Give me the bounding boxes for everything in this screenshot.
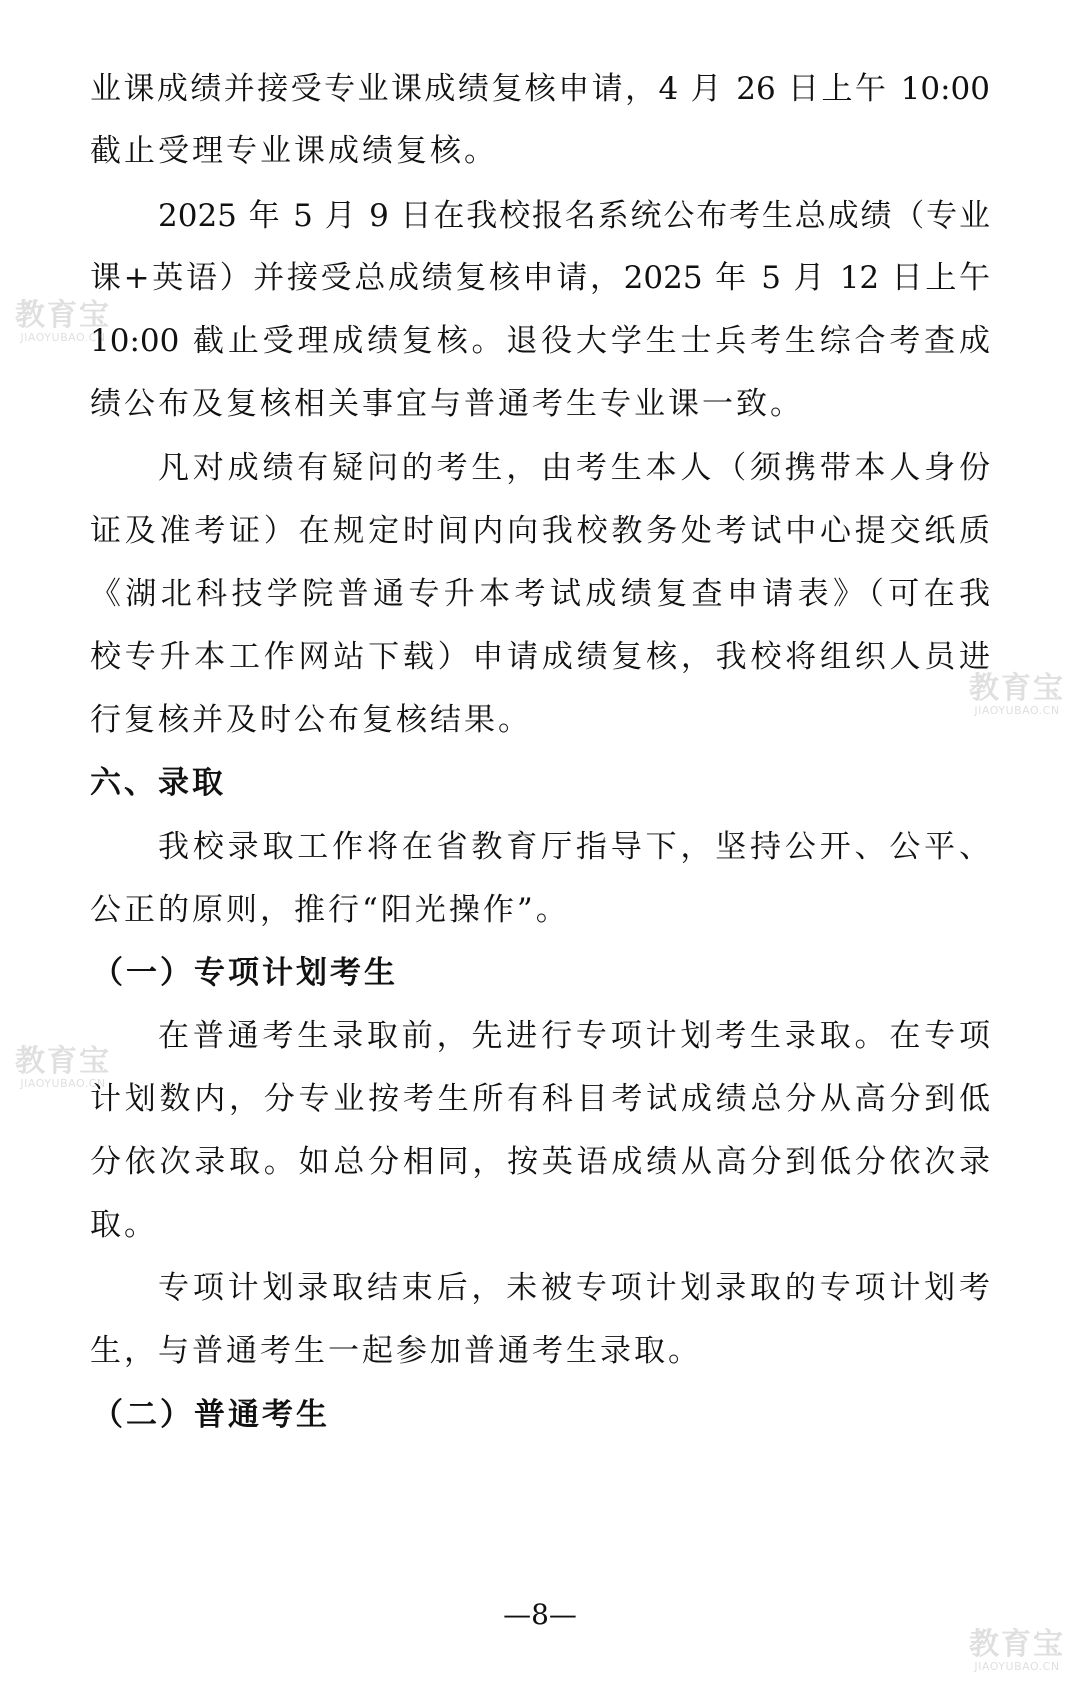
paragraph-line: 计划数内，分专业按考生所有科目考试成绩总分从高分到低 <box>90 1081 990 1117</box>
paragraph-line: 证及准考证）在规定时间内向我校教务处考试中心提交纸质 <box>90 513 990 549</box>
paragraph-line: 截止受理专业课成绩复核。 <box>90 133 498 169</box>
paragraph-line: 行复核并及时公布复核结果。 <box>90 702 532 738</box>
paragraph-line: 凡对成绩有疑问的考生，由考生本人（须携带本人身份 <box>158 450 990 486</box>
watermark-logo: 教育宝 JIAOYUBAO.CN <box>15 1044 111 1090</box>
paragraph-line: 绩公布及复核相关事宜与普通考生专业课一致。 <box>90 386 804 422</box>
watermark-logo: 教育宝 JIAOYUBAO.CN <box>15 298 111 344</box>
paragraph-line: 在普通考生录取前，先进行专项计划考生录取。在专项 <box>158 1018 990 1054</box>
paragraph-line: 公正的原则，推行“阳光操作”。 <box>90 892 570 928</box>
paragraph-line: 2025 年 5 月 9 日在我校报名系统公布考生总成绩（专业 <box>158 198 990 234</box>
paragraph-line: 业课成绩并接受专业课成绩复核申请，4 月 26 日上午 10:00 <box>90 71 990 107</box>
section-heading: 六、录取 <box>90 765 226 801</box>
watermark-logo: 教育宝 JIAOYUBAO.CN <box>969 671 1065 717</box>
paragraph-line: 校专升本工作网站下载）申请成绩复核，我校将组织人员进 <box>90 639 990 675</box>
paragraph-line: 《湖北科技学院普通专升本考试成绩复查申请表》（可在我 <box>90 576 990 612</box>
page-number: —8— <box>503 1598 577 1631</box>
paragraph-line: 取。 <box>90 1207 158 1243</box>
subsection-heading: （二）普通考生 <box>92 1397 330 1433</box>
paragraph-line: 专项计划录取结束后，未被专项计划录取的专项计划考 <box>158 1270 990 1306</box>
paragraph-line: 我校录取工作将在省教育厅指导下，坚持公开、公平、 <box>158 829 990 865</box>
paragraph-line: 分依次录取。如总分相同，按英语成绩从高分到低分依次录 <box>90 1144 990 1180</box>
subsection-heading: （一）专项计划考生 <box>92 955 398 991</box>
paragraph-line: 生，与普通考生一起参加普通考生录取。 <box>90 1333 702 1369</box>
watermark-logo: 教育宝 JIAOYUBAO.CN <box>969 1627 1065 1673</box>
paragraph-line: 课+英语）并接受总成绩复核申请，2025 年 5 月 12 日上午 <box>90 260 990 296</box>
paragraph-line: 10:00 截止受理成绩复核。退役大学生士兵考生综合考查成 <box>90 323 990 359</box>
